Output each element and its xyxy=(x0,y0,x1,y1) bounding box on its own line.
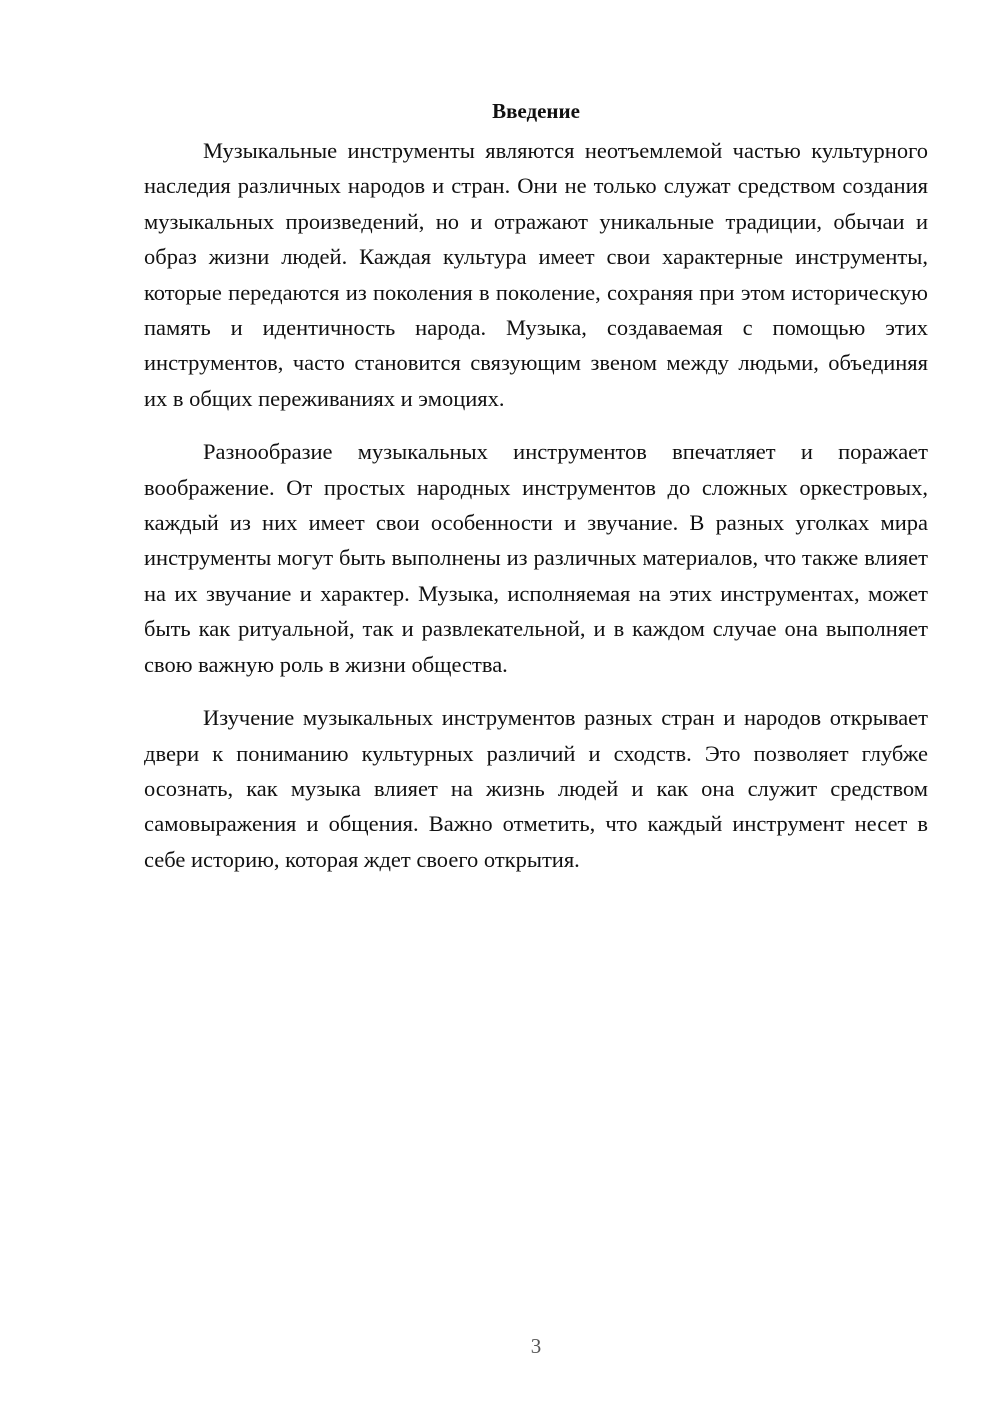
paragraph-1: Музыкальные инструменты являются неотъемлемой частью культурного наследия различных народов и стран. Они не только служат средством создания музыкальных произведений, но и отражают уникальные традиции, обычаи и образ жизни людей. Каждая культура имеет свои характерные инструменты, которые передаются из поколения в поколение, сохраняя при этом историческую память и идентичность народа. Музыка, создаваемая с помощью этих инструментов, часто становится связующим звеном между людьми, объединяя их в общих переживаниях и эмоциях. xyxy=(144,138,928,411)
page-number: 3 xyxy=(530,1334,542,1358)
paragraph-2: Разнообразие музыкальных инструментов впечатляет и поражает воображение. От простых народных инструментов до сложных оркестровых, каждый из них имеет свои особенности и звучание. В разных уголках мира инструменты могут быть выполнены из различных материалов, что также влияет на их звучание и характер. Музыка, исполняемая на этих инструментах, может быть как ритуальной, так и развлекательной, и в каждом случае она выполняет свою важную роль в жизни общества. xyxy=(144,439,928,677)
page-title: Введение xyxy=(492,99,580,123)
page-content xyxy=(144,96,928,895)
paragraph-3: Изучение музыкальных инструментов разных стран и народов открывает двери к пониманию культурных различий и сходств. Это позволяет глубже осознать, как музыка влияет на жизнь людей и как она служит средством самовыражения и общения. Важно отметить, что каждый инструмент несет в себе историю, которая ждет своего открытия. xyxy=(144,705,928,872)
